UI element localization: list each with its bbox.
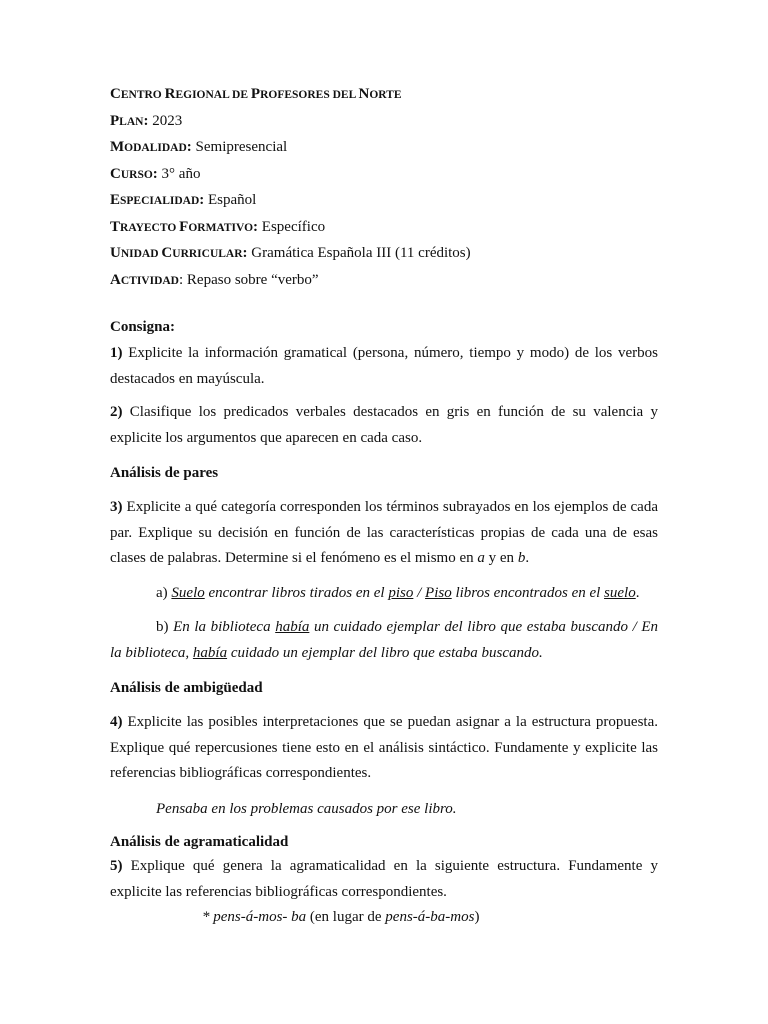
question-2 <box>110 400 658 451</box>
question-number: 2) <box>110 404 123 420</box>
field-separator: : <box>186 139 192 155</box>
underlined-term: había <box>275 619 310 635</box>
example-text: encontrar libros tirados en el <box>204 584 389 601</box>
question-number: 3) <box>110 499 123 515</box>
example-ambiguedad: Pensaba en los problemas causados por ese libro. <box>156 800 457 817</box>
field-label: P <box>110 112 120 129</box>
example-text: (en lugar de <box>306 909 386 925</box>
question-text: a <box>477 550 485 566</box>
question-text: Explique qué genera la agramaticalidad en la siguiente estructura. Fundamente y explicite las referencias bibliográficas correspondientes. <box>110 858 658 900</box>
question-number: 1) <box>110 345 123 361</box>
institution-text: ORTE <box>369 89 402 101</box>
document-content <box>110 84 658 931</box>
question-text: . <box>525 550 530 566</box>
especialidad-value: Español <box>204 192 257 208</box>
trayecto-value: Específico <box>258 218 326 235</box>
field-label: C <box>110 165 121 182</box>
field-separator: : <box>242 245 248 261</box>
field-label: A <box>110 271 121 288</box>
field-label: C <box>161 245 173 261</box>
question-text: Explicite las posibles interpretaciones que se puedan asignar a la estructura propuesta. Explique qué repercusiones tiene esto en el análisis sintáctico. Fundamente y explicite las referencias bibliográficas correspondientes. <box>110 714 658 781</box>
question-3 <box>110 495 658 572</box>
example-text: * <box>202 909 214 925</box>
ambiguedad-title: Análisis de ambigüedad <box>110 680 263 696</box>
example-text: un cuidado ejemplar del libro que estaba buscando / En la biblioteca, <box>110 619 658 661</box>
underlined-term: suelo <box>604 584 636 601</box>
example-text: pens-á-mos- ba <box>213 909 307 925</box>
agramaticalidad-title: Análisis de agramaticalidad <box>110 834 289 850</box>
institution-text: C <box>110 86 121 102</box>
field-label: LAN <box>119 115 144 128</box>
field-label: URRICULAR <box>172 248 243 260</box>
example-text: . <box>635 584 640 601</box>
question-text: b <box>517 550 526 566</box>
example-agramaticalidad <box>110 905 658 931</box>
example-text: ) <box>474 909 480 925</box>
example-text: cuidado un ejemplar del libro que estaba buscando. <box>227 644 543 661</box>
question-text: y en <box>484 550 518 566</box>
field-separator: : <box>143 112 149 129</box>
example-label: a) <box>156 584 172 601</box>
question-number: 4) <box>110 714 123 730</box>
field-label: NIDAD <box>120 248 162 260</box>
field-separator: : <box>253 218 259 235</box>
institution-title <box>110 84 658 111</box>
underlined-term: Piso <box>425 584 452 601</box>
spacer <box>110 296 658 313</box>
example-text: / <box>413 584 426 601</box>
underlined-term: había <box>192 644 228 661</box>
question-text: Explicite a qué categoría corresponden los términos subrayados en los ejemplos de cada par. Explique su decisión en función de las características propias de cada una de esas clases de palabras. Determine si el fenómeno es el mismo en <box>110 499 658 566</box>
example-label: b) <box>156 619 174 635</box>
field-label: RAYECTO <box>120 221 180 234</box>
question-4 <box>110 710 658 787</box>
question-text: Explicite la información gramatical (persona, número, tiempo y modo) de los verbos destacados en mayúscula. <box>110 345 658 387</box>
plan-line <box>110 111 658 138</box>
institution-text: P <box>250 86 261 102</box>
actividad-value: Repaso sobre “verbo” <box>183 271 319 288</box>
unidad-value: Gramática Española III (11 créditos) <box>247 245 471 261</box>
field-label: F <box>179 218 189 235</box>
field-separator: : <box>179 271 184 288</box>
field-label: SPECIALIDAD <box>120 195 200 207</box>
institution-text: EGIONAL DE <box>175 89 251 101</box>
question-1 <box>110 341 658 392</box>
field-label: T <box>110 218 121 235</box>
example-text: pens-á-ba-mos <box>385 909 475 925</box>
consigna-title: Consigna: <box>110 319 176 335</box>
institution-text: R <box>164 86 176 102</box>
question-text: Clasifique los predicados verbales destacados en gris en función de su valencia y explicite los argumentos que aparecen en cada caso. <box>110 404 658 446</box>
curso-line <box>110 164 658 191</box>
unidad-line <box>110 243 658 270</box>
field-label: ORMATIVO <box>188 221 254 234</box>
especialidad-line <box>110 190 658 217</box>
field-label: M <box>110 139 125 155</box>
trayecto-line <box>110 217 658 244</box>
question-5 <box>110 854 658 905</box>
institution-text: ENTRO <box>120 89 165 101</box>
example-text: En la biblioteca <box>173 619 276 635</box>
field-label: ODALIDAD <box>124 142 187 154</box>
actividad-line <box>110 270 658 297</box>
pares-title: Análisis de pares <box>110 465 219 481</box>
institution-text: ROFESORES DEL <box>260 89 359 101</box>
question-number: 5) <box>110 858 123 874</box>
example-text: libros encontrados en el <box>451 584 605 601</box>
underlined-term: piso <box>388 584 414 601</box>
example-b <box>110 615 658 666</box>
example-a <box>110 581 658 607</box>
field-separator: : <box>199 192 205 208</box>
underlined-term: Suelo <box>171 584 205 601</box>
plan-value: 2023 <box>148 112 183 129</box>
modalidad-line <box>110 137 658 164</box>
field-separator: : <box>152 165 158 182</box>
field-label: CTIVIDAD <box>120 274 179 287</box>
field-label: U <box>110 245 121 261</box>
modalidad-value: Semipresencial <box>191 139 288 155</box>
institution-text: N <box>358 86 370 102</box>
field-label: E <box>110 192 121 208</box>
field-label: URSO <box>120 168 153 181</box>
curso-value: 3° año <box>157 165 201 182</box>
